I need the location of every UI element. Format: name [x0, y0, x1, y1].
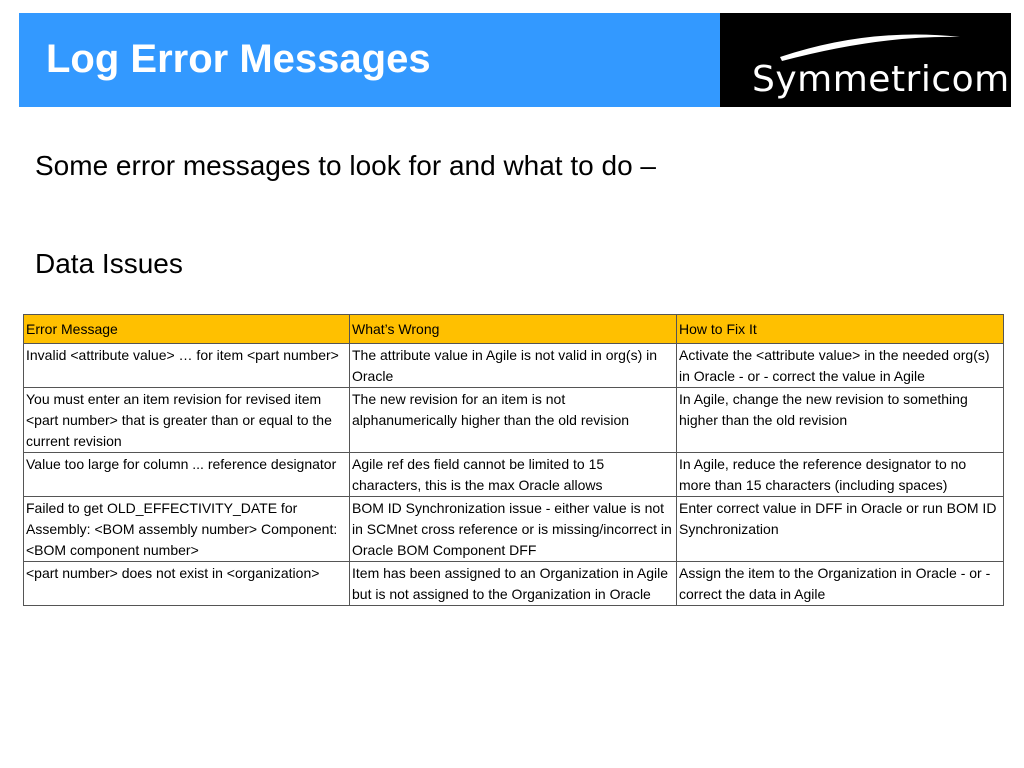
table-cell-whats-wrong: The attribute value in Agile is not valid in org(s) in Oracle: [350, 344, 677, 388]
table-cell-error-message: You must enter an item revision for revised item <part number> that is greater than or equal to the current revision: [24, 388, 350, 453]
table-row: [24, 497, 1004, 562]
table-cell-whats-wrong: Item has been assigned to an Organization in Agile but is not assigned to the Organization in Oracle: [350, 562, 677, 606]
table-cell-whats-wrong: Agile ref des field cannot be limited to 15 characters, this is the max Oracle allows: [350, 453, 677, 497]
table-row: [24, 562, 1004, 606]
table-cell-error-message: Value too large for column ... reference designator: [24, 453, 350, 497]
table-row: [24, 344, 1004, 388]
table-header-row: [24, 315, 1004, 344]
registered-mark: ®: [1009, 65, 1022, 78]
table-cell-error-message: Invalid <attribute value> … for item <part number>: [24, 344, 350, 388]
logo-wordmark: [752, 59, 1021, 100]
intro-text: Some error messages to look for and what to do –: [35, 150, 656, 181]
table-row: [24, 453, 1004, 497]
table-cell-how-to-fix: Enter correct value in DFF in Oracle or run BOM ID Synchronization: [677, 497, 1004, 562]
logo-text: Symmetricom: [752, 59, 1010, 100]
column-header-error-message: Error Message: [24, 315, 350, 344]
title-bar: [19, 13, 720, 107]
page-title: Log Error Messages: [46, 37, 431, 81]
company-logo: [720, 13, 1022, 107]
table-cell-whats-wrong: BOM ID Synchronization issue - either value is not in SCMnet cross reference or is missing/incorrect in Oracle BOM Component DFF: [350, 497, 677, 562]
column-header-how-to-fix: How to Fix It: [677, 315, 1004, 344]
table-cell-error-message: <part number> does not exist in <organization>: [24, 562, 350, 606]
table-cell-how-to-fix: In Agile, change the new revision to something higher than the old revision: [677, 388, 1004, 453]
section-heading: Data Issues: [35, 248, 183, 279]
table-row: [24, 388, 1004, 453]
table-cell-how-to-fix: Assign the item to the Organization in Oracle - or - correct the data in Agile: [677, 562, 1004, 606]
column-header-whats-wrong: What’s Wrong: [350, 315, 677, 344]
table-cell-how-to-fix: Activate the <attribute value> in the needed org(s) in Oracle - or - correct the value in Agile: [677, 344, 1004, 388]
table-cell-how-to-fix: In Agile, reduce the reference designator to no more than 15 characters (including spaces): [677, 453, 1004, 497]
table-cell-error-message: Failed to get OLD_EFFECTIVITY_DATE for Assembly: <BOM assembly number> Component: <BOM component number>: [24, 497, 350, 562]
table-cell-whats-wrong: The new revision for an item is not alphanumerically higher than the old revision: [350, 388, 677, 453]
error-messages-table: [23, 314, 1004, 606]
